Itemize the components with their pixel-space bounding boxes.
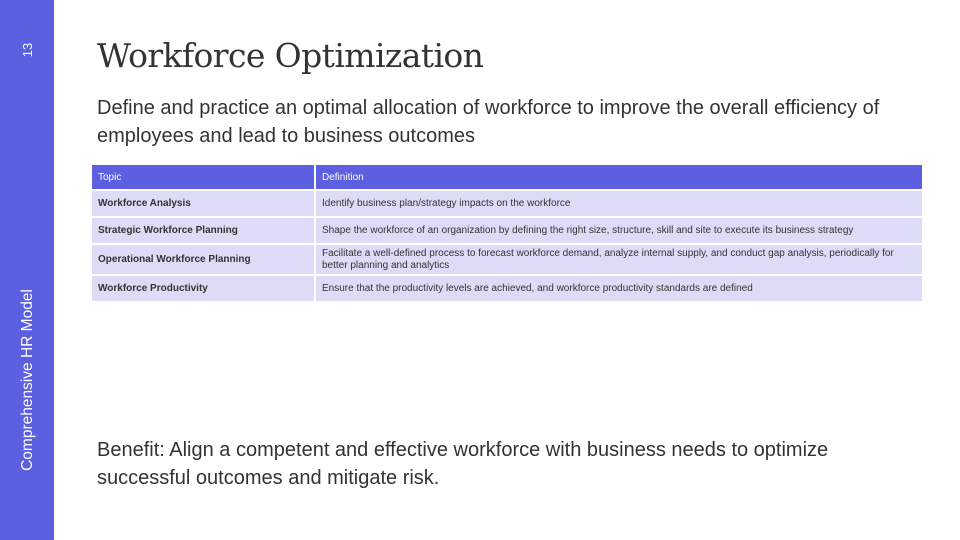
subtitle: Define and practice an optimal allocation of workforce to improve the overall efficiency of employees and lead to business outcomes [97, 97, 880, 147]
definition-cell: Shape the workforce of an organization by defining the right size, structure, skill and site to execute its business strategy [316, 218, 922, 243]
page-title: Workforce Optimization [97, 36, 484, 75]
table-row [92, 191, 922, 216]
benefit-statement: Benefit: Align a competent and effective workforce with business needs to optimize successful outcomes and mitigate risk. [97, 439, 829, 489]
header-topic: Topic [92, 165, 314, 189]
table-row [92, 245, 922, 274]
topic-cell: Workforce Productivity [92, 276, 314, 301]
topic-cell: Operational Workforce Planning [92, 245, 314, 274]
table-header-row [92, 165, 922, 189]
header-definition: Definition [316, 165, 922, 189]
topic-cell: Strategic Workforce Planning [92, 218, 314, 243]
deck-title: Comprehensive HR Model [19, 289, 36, 471]
definition-cell: Facilitate a well-defined process to forecast workforce demand, analyze internal supply, and conduct gap analysis, periodically for better planning and analytics [316, 245, 922, 274]
topic-definition-table [90, 163, 924, 303]
page-number: 13 [20, 42, 35, 58]
table-row [92, 276, 922, 301]
topic-cell: Workforce Analysis [92, 191, 314, 216]
definition-cell: Identify business plan/strategy impacts on the workforce [316, 191, 922, 216]
definition-cell: Ensure that the productivity levels are achieved, and workforce productivity standards are defined [316, 276, 922, 301]
table-row [92, 218, 922, 243]
sidebar [0, 0, 54, 540]
